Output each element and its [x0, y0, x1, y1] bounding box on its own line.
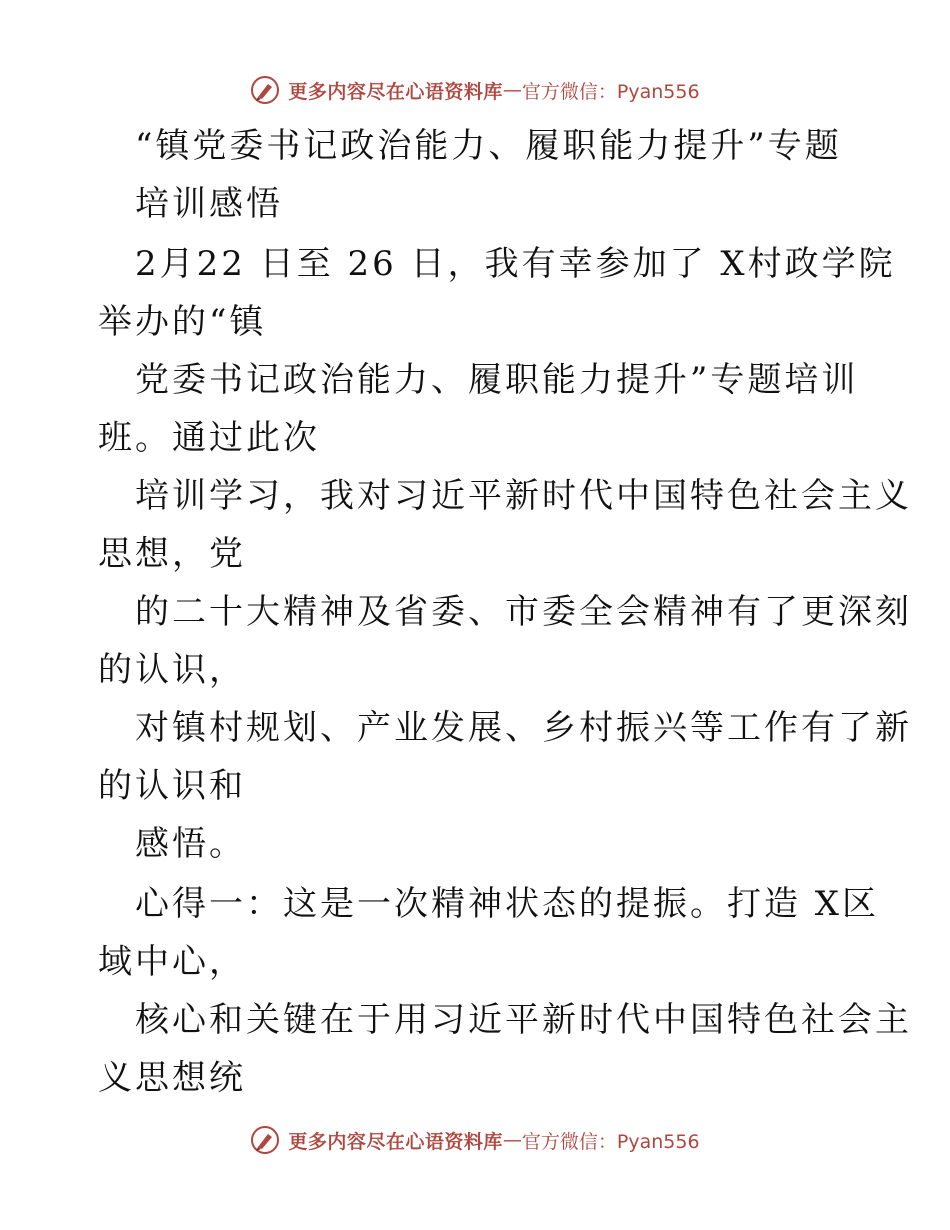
text-line: 的认识和 — [98, 766, 246, 806]
text-line: 的二十大精神及省委、市委全会精神有了更深刻 — [135, 592, 912, 632]
header-separator: — — [502, 79, 522, 101]
footer-banner — [0, 1120, 950, 1160]
footer-wechat-text: 官方微信：Pyan556 — [521, 1130, 700, 1153]
footer-separator: — — [502, 1129, 522, 1151]
header-wechat-text: 官方微信：Pyan556 — [521, 80, 700, 103]
text-line: 的认识， — [98, 650, 246, 690]
text-line: 举办的“镇 — [98, 302, 267, 342]
pen-nib-logo-icon — [250, 75, 280, 105]
header-banner — [0, 70, 950, 110]
footer-site-text: 更多内容尽在心语资料库 — [288, 1130, 503, 1153]
text-line: 核心和关键在于用习近平新时代中国特色社会主 — [135, 1000, 912, 1040]
title-line-2: 培训感悟 — [135, 184, 283, 224]
text-line: 培训学习，我对习近平新时代中国特色社会主义 — [135, 476, 912, 516]
header-site-text: 更多内容尽在心语资料库 — [288, 80, 503, 103]
text-line: 2月22 日至 26 日，我有幸参加了 X村政学院 — [135, 244, 896, 284]
text-line: 义思想统 — [98, 1058, 246, 1098]
text-line: 心得一：这是一次精神状态的提振。打造 X区 — [135, 884, 880, 924]
text-line: 域中心， — [98, 942, 246, 982]
pen-nib-logo-icon — [250, 1125, 280, 1155]
text-line: 感悟。 — [135, 824, 246, 864]
title-line-1: “镇党委书记政治能力、履职能力提升”专题 — [135, 126, 842, 166]
text-line: 对镇村规划、产业发展、乡村振兴等工作有了新 — [135, 708, 912, 748]
text-line: 党委书记政治能力、履职能力提升”专题培训 — [135, 360, 859, 400]
text-line: 思想，党 — [98, 534, 246, 574]
text-line: 班。通过此次 — [98, 418, 320, 458]
